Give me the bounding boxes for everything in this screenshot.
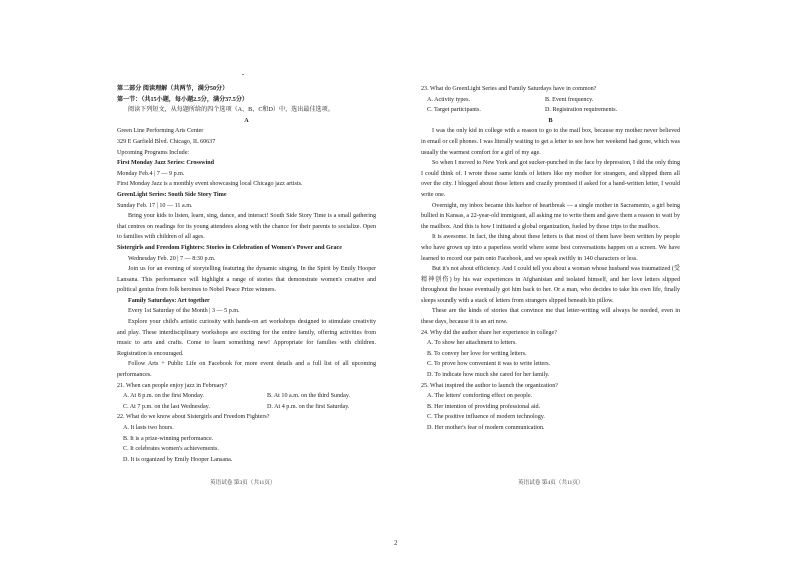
passage-a-questions — [117, 381, 376, 466]
option: A. It lasts two hours. — [123, 425, 174, 431]
footer-left: 英语试卷 第3页（共11页） — [210, 480, 276, 486]
passage-a-line: Monday Feb.4 | 7 — 9 p.m. — [117, 170, 185, 177]
option: C. To prove how convenient it was to write letters. — [427, 361, 551, 368]
option: C. At 7 p.m. on the last Wednesday. — [123, 403, 210, 410]
passage-a-line: Family Saturdays: Art together — [128, 297, 210, 304]
option: A. The letters' comforting effect on people. — [427, 393, 533, 400]
passage-a-line: Wednesday Feb. 20 | 7 — 8:30 p.m. — [128, 255, 216, 262]
option: B. Her intention of providing professional aid. — [427, 403, 541, 410]
passage-a-body — [117, 126, 376, 380]
passage-letter-b: B — [548, 117, 553, 124]
question-stem: 22. What do we know about Sistergirls and Freedom Fighters? — [117, 414, 270, 421]
footer-right: 英语试卷 第4页（共11页） — [518, 480, 584, 486]
question-23-options-row1 — [421, 95, 680, 106]
passage-a-line: 329 E Garfield Blvd. Chicago, IL 60637 — [117, 138, 216, 145]
passage-a-line: Follow Arts + Public Life on Facebook for more event details and a full list of all upcoming performances. — [117, 361, 376, 379]
passage-a-line: Sunday Feb. 17 | 10 — 11 a.m. — [117, 202, 193, 209]
option: D. Her mother's fear of modern communication. — [427, 425, 545, 431]
passage-b-questions — [421, 328, 680, 434]
passage-b-body — [421, 126, 680, 327]
right-column — [421, 84, 680, 434]
options-row — [117, 402, 376, 413]
passage-a-line: Every 1st Saturday of the Month | 3 — 5 p.m. — [128, 308, 240, 315]
option: B. To convey her love for writing letters. — [427, 350, 527, 357]
question-stem: 21. When can people enjoy jazz in February? — [117, 382, 228, 389]
question-23: 23. What do GreenLight Series and Family Saturdays have in common? — [421, 86, 597, 92]
passage-a-line: Bring your kids to listen, learn, sing, dance, and interact! South Side Story Time is a small gathering that centres on readings for its young attendees along with the chance for their parents to socialize. Open to families with children of all ages. — [117, 213, 376, 241]
passage-a-line: Join us for an evening of storytelling featuring the dynamic singing, In the Spirit by Emily Hooper Lansana. This performance will highlight a range of stories that demonstrate women's creative and political genius from folk heroines to Nobel Peace Prize winners. — [117, 266, 376, 294]
passage-a-line: First Monday Jazz Series: Crosswind — [117, 160, 215, 167]
question-stem: 25. What inspired the author to launch the organization? — [421, 382, 559, 389]
passage-a-line: Explore your child's artistic curiosity with hands-on art workshops designed to stimulate creativity and play. These interdisciplinary workshops are exciting for the entire family, offering activities from music to arts and crafts. Come to learn something new! Appropriate for families with children. Registration is encouraged. — [117, 319, 376, 357]
passage-letter-a: A — [244, 117, 249, 124]
passage-b-paragraph: It is awesome. In fact, the thing about these letters is that most of them have been written by people who have grown up into a paperless world where some best conversations happen on a screen. We have learned to record our pain onto Facebook, and we speak swiftly in 140 characters or less. — [421, 234, 680, 262]
passage-b-paragraph: Overnight, my inbox became this harbor of heartbreak — a single mother in Sacramento, a girl being bullied in Kansas, a 22-year-old immigrant, all asking me to write them and gave them a reason to wait by the mailbox. And this is how I initiated a global organization, fueled by those trips to the mailbox. — [421, 202, 680, 230]
left-column — [117, 84, 376, 465]
option: B. At 10 a.m. on the third Sunday. — [267, 393, 351, 400]
option: A. To show her attachment to letters. — [427, 340, 517, 347]
passage-a-line: Sistergirls and Freedom Fighters: Stories in Celebration of Women's Power and Grace — [117, 244, 342, 251]
option: A. At 8 p.m. on the first Monday. — [123, 393, 205, 400]
option: D. At 4 p.m. on the first Saturday. — [267, 403, 350, 410]
option: C. The positive influence of modern technology. — [427, 414, 545, 421]
option: D. To indicate how much she cared for her family. — [427, 372, 550, 379]
option: B. Event frequency. — [545, 96, 594, 103]
question-stem: 24. Why did the author share her experience in college? — [421, 329, 557, 336]
option: C. Target participants. — [427, 107, 481, 114]
passage-a-line: Upcoming Programs Include: — [117, 149, 190, 156]
option: A. Activity types. — [427, 96, 470, 103]
section-title: 第二部分 阅读理解（共两节，满分50分） — [117, 86, 229, 92]
passage-b-paragraph: I was the only kid in college with a reason to go to the mail box, because my mother never believed in email or cell phones. I was literally waiting to get a letter to see how her weekend had gone, which was usually the warmest comfort for a girl of my age. — [421, 128, 680, 156]
instructions: 阅读下列短文，从每题所给的四个选项（A、B、C和D）中，选出最佳选项。 — [128, 107, 334, 114]
option: C. It celebrates women's achievements. — [123, 446, 219, 453]
scan-speck — [242, 74, 244, 75]
option: D. Registration requirements. — [545, 107, 618, 114]
passage-a-line: Green Line Performing Arts Center — [117, 128, 204, 135]
subsection-title: 第一节：（共15小题，每小题2.5分，满分37.5分） — [117, 96, 249, 103]
option: B. It is a prize-winning performance. — [123, 435, 214, 442]
passage-b-paragraph: So when I moved to New York and got sucker-punched in the face by depression, I did the only thing I could think of. I wrote those same kinds of letters like my mother for strangers, and slipped them all over the city. I blogged about those letters and crazily promised if asked for a hand-written letter, I would write one. — [421, 160, 680, 198]
passage-b-paragraph: These are the kinds of stories that convince me that letter-writing will always be needed, even in these days, because it is an art now. — [421, 308, 680, 326]
passage-a-line: GreenLight Series: South Side Story Time — [117, 191, 227, 198]
options-row — [117, 391, 376, 402]
question-23-options-row2 — [421, 105, 680, 116]
option: D. It is organized by Emily Hooper Lansana. — [123, 456, 233, 463]
passage-b-paragraph: But it's not about efficiency. And I could tell you about a woman whose husband was traumatized (受精神创伤) by his war experiences in Afghanistan and isolated himself, and her love letters slipped throughout the house eventually got him back to her. Or a man, who decides to take his own life, finally sleeps soundly with a stack of letters from strangers slipped beneath his pillow. — [421, 266, 680, 304]
passage-a-line: First Monday Jazz is a monthly event showcasing local Chicago jazz artists. — [117, 181, 303, 188]
page-number: 2 — [394, 539, 398, 547]
